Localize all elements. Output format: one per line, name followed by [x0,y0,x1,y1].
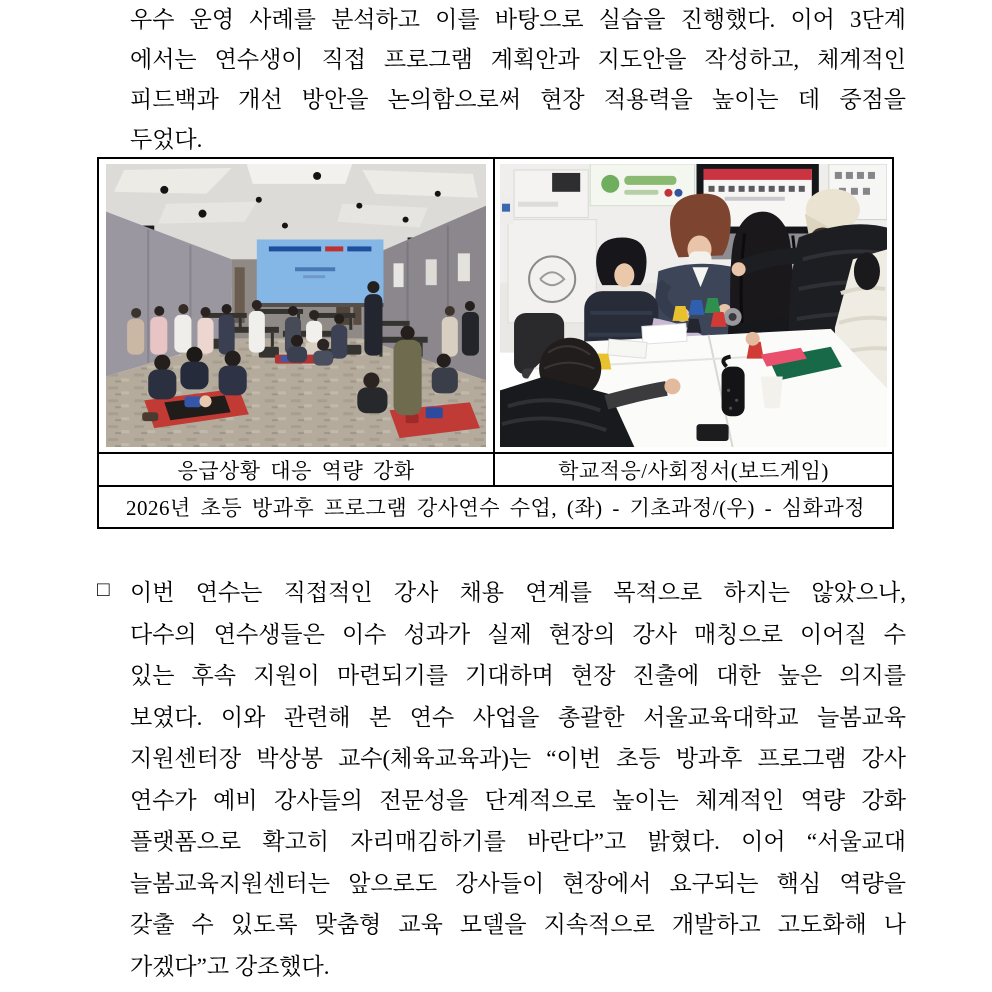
text-line: 다수의 연수생들은 이수 성과가 실제 현장의 강사 매칭으로 이어질 수 [130,621,906,647]
text-line: 있는 후속 지원이 마련되기를 기대하며 현장 진출에 대한 높은 의지를 [130,663,906,688]
text-line: 늘봄교육지원센터는 앞으로도 강사들이 현장에서 요구되는 핵심 역량을 [130,870,906,896]
olive-coat-person [394,340,422,415]
bottom-caption-row [99,487,892,527]
text-line: 플랫폼으로 확고히 자리매김하기를 바란다”고 밝혔다. 이어 “서울교대 [130,829,906,854]
figure-table [97,157,894,529]
text-line: 보였다. 이와 관련해 본 연수 사업을 총괄한 서울교육대학교 늘봄교육 [130,704,906,730]
cpr-training-group [142,347,249,428]
photo-cell-right [495,159,892,452]
text-line: 두었다. [130,127,203,152]
text-line: 갖출 수 있도록 맞춤형 교육 모델을 지속적으로 개발하고 고도화해 나 [130,912,906,937]
photo-board-game [500,164,887,447]
text-line: 우수 운영 사례를 분석하고 이를 바탕으로 실습을 진행했다. 이어 3단계 [130,7,906,32]
paragraph-bullet [97,572,906,987]
projection-screen [257,239,384,303]
caption-row [99,454,892,487]
cpr-manikin [199,395,211,407]
text-line: 가겠다”고 강조했다. [130,953,330,979]
paragraph-bullet-lines [130,572,906,987]
phone [697,424,729,441]
text-line: 지원센터장 박상봉 교수(체육교육과)는 “이번 초등 방과후 프로그램 강사 [130,746,906,771]
thermos [722,367,745,417]
square-bullet: □ [97,577,110,601]
photo-row [99,159,892,454]
text-line: 에서는 연수생이 직접 프로그램 계획안과 지도안을 작성하고, 체계적인 [130,47,906,72]
text-line: 이번 연수는 직접적인 강사 채용 연계를 목적으로 하지는 않았으나, [130,580,906,605]
caption-left: 응급상황 대응 역량 강화 [99,454,495,485]
paragraph-top [130,0,906,160]
caption-right: 학교적응/사회정서(보드게임) [558,458,829,483]
caption-bottom: 2026년 초등 방과후 프로그램 강사연수 수업, (좌) - 기초과정/(우) - 심화과정 [126,496,865,520]
podium [500,170,596,323]
text-line: 연수가 예비 강사들의 전문성을 단계적으로 높이는 체계적인 역량 강화 [130,787,906,813]
photo-emergency-training [106,164,486,447]
photo-cell-left [99,159,495,452]
green-banner [590,164,694,206]
text-line: 피드백과 개선 방안을 논의함으로써 현장 적용력을 높이는 데 중점을 [130,87,906,112]
